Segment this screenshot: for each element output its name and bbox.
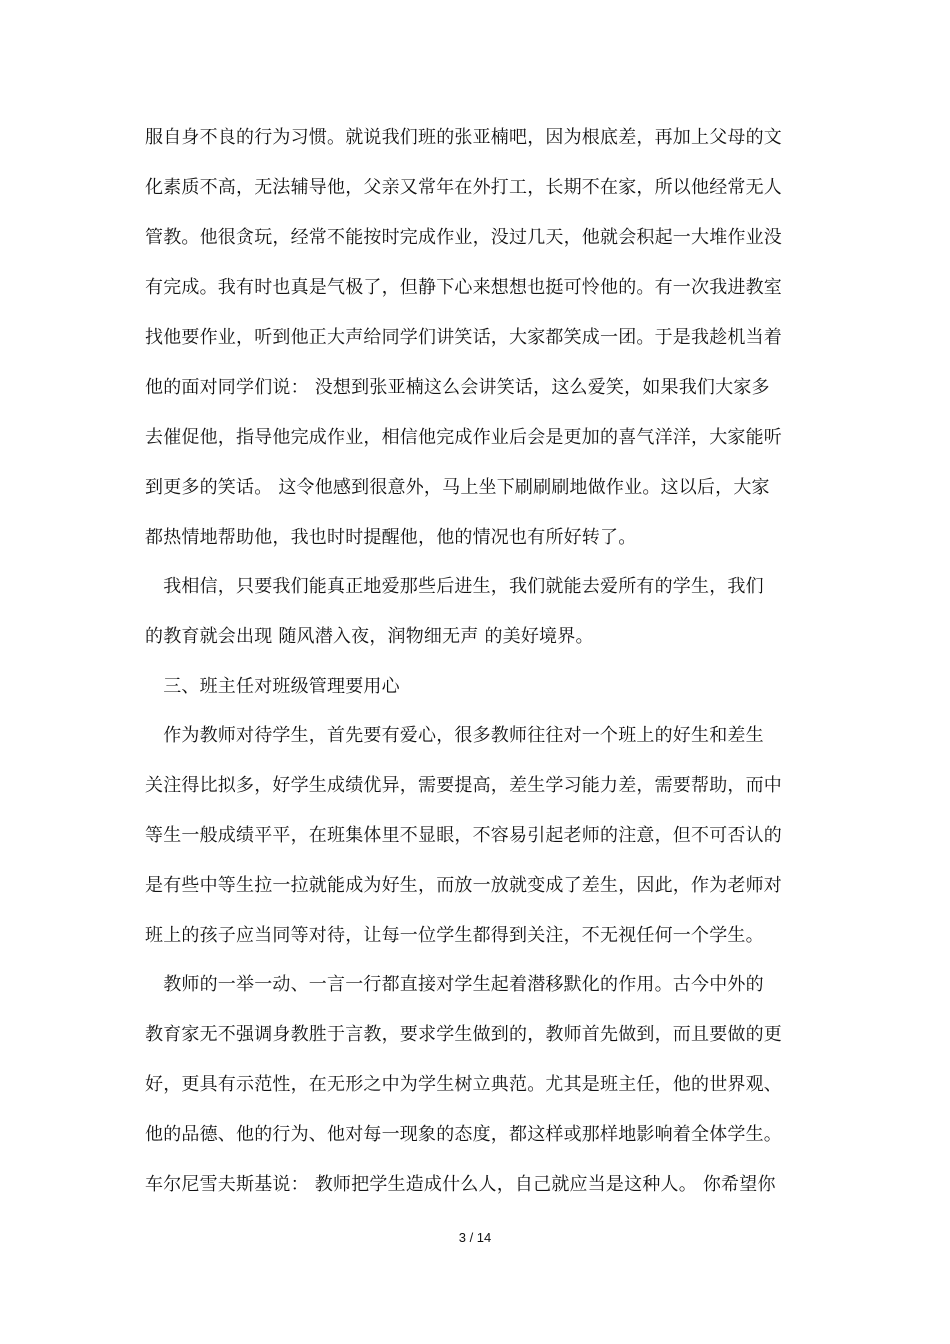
paragraph-line: 管教。他很贪玩，经常不能按时完成作业，没过几天，他就会积起一大堆作业没	[145, 227, 782, 248]
paragraph-line: 服自身不良的行为习惯。就说我们班的张亚楠吧，因为根底差，再加上父母的文	[145, 127, 782, 148]
paragraph-line: 教师的一举一动、一言一行都直接对学生起着潜移默化的作用。古今中外的	[145, 974, 764, 995]
paragraph-line: 他的面对同学们说： 没想到张亚楠这么会讲笑话，这么爱笑，如果我们大家多	[145, 377, 770, 398]
section-heading: 三、班主任对班级管理要用心	[145, 676, 400, 697]
paragraph-line: 化素质不高，无法辅导他，父亲又常年在外打工，长期不在家，所以他经常无人	[145, 177, 782, 198]
page-number: 3 / 14	[458, 1230, 492, 1245]
paragraph-line: 作为教师对待学生，首先要有爱心，很多教师往往对一个班上的好生和差生	[145, 725, 764, 746]
paragraph-line: 班上的孩子应当同等对待，让每一位学生都得到关注，不无视任何一个学生。	[145, 925, 764, 946]
paragraph-line: 车尔尼雪夫斯基说： 教师把学生造成什么人，自己就应当是这种人。 你希望你	[145, 1174, 776, 1195]
paragraph-line: 去催促他，指导他完成作业，相信他完成作业后会是更加的喜气洋洋，大家能听	[145, 427, 782, 448]
paragraph-line: 他的品德、他的行为、他对每一现象的态度，都这样或那样地影响着全体学生。	[145, 1124, 782, 1145]
paragraph-line: 找他要作业，听到他正大声给同学们讲笑话，大家都笑成一团。于是我趁机当着	[145, 327, 782, 348]
paragraph-line: 是有些中等生拉一拉就能成为好生，而放一放就变成了差生，因此，作为老师对	[145, 875, 782, 896]
paragraph-line: 等生一般成绩平平，在班集体里不显眼，不容易引起老师的注意，但不可否认的	[145, 825, 782, 846]
paragraph-line: 有完成。我有时也真是气极了，但静下心来想想也挺可怜他的。有一次我进教室	[145, 277, 782, 298]
paragraph-line: 关注得比拟多，好学生成绩优异，需要提高，差生学习能力差，需要帮助，而中	[145, 775, 782, 796]
paragraph-line: 的教育就会出现 随风潜入夜，润物细无声 的美好境界。	[145, 626, 594, 647]
paragraph-line: 我相信，只要我们能真正地爱那些后进生，我们就能去爱所有的学生，我们	[145, 576, 764, 597]
paragraph-line: 好，更具有示范性，在无形之中为学生树立典范。尤其是班主任，他的世界观、	[145, 1074, 782, 1095]
paragraph-line: 都热情地帮助他，我也时时提醒他，他的情况也有所好转了。	[145, 527, 637, 548]
paragraph-line: 教育家无不强调身教胜于言教，要求学生做到的，教师首先做到，而且要做的更	[145, 1024, 782, 1045]
paragraph-line: 到更多的笑话。 这令他感到很意外，马上坐下刷刷刷地做作业。这以后，大家	[145, 477, 770, 498]
